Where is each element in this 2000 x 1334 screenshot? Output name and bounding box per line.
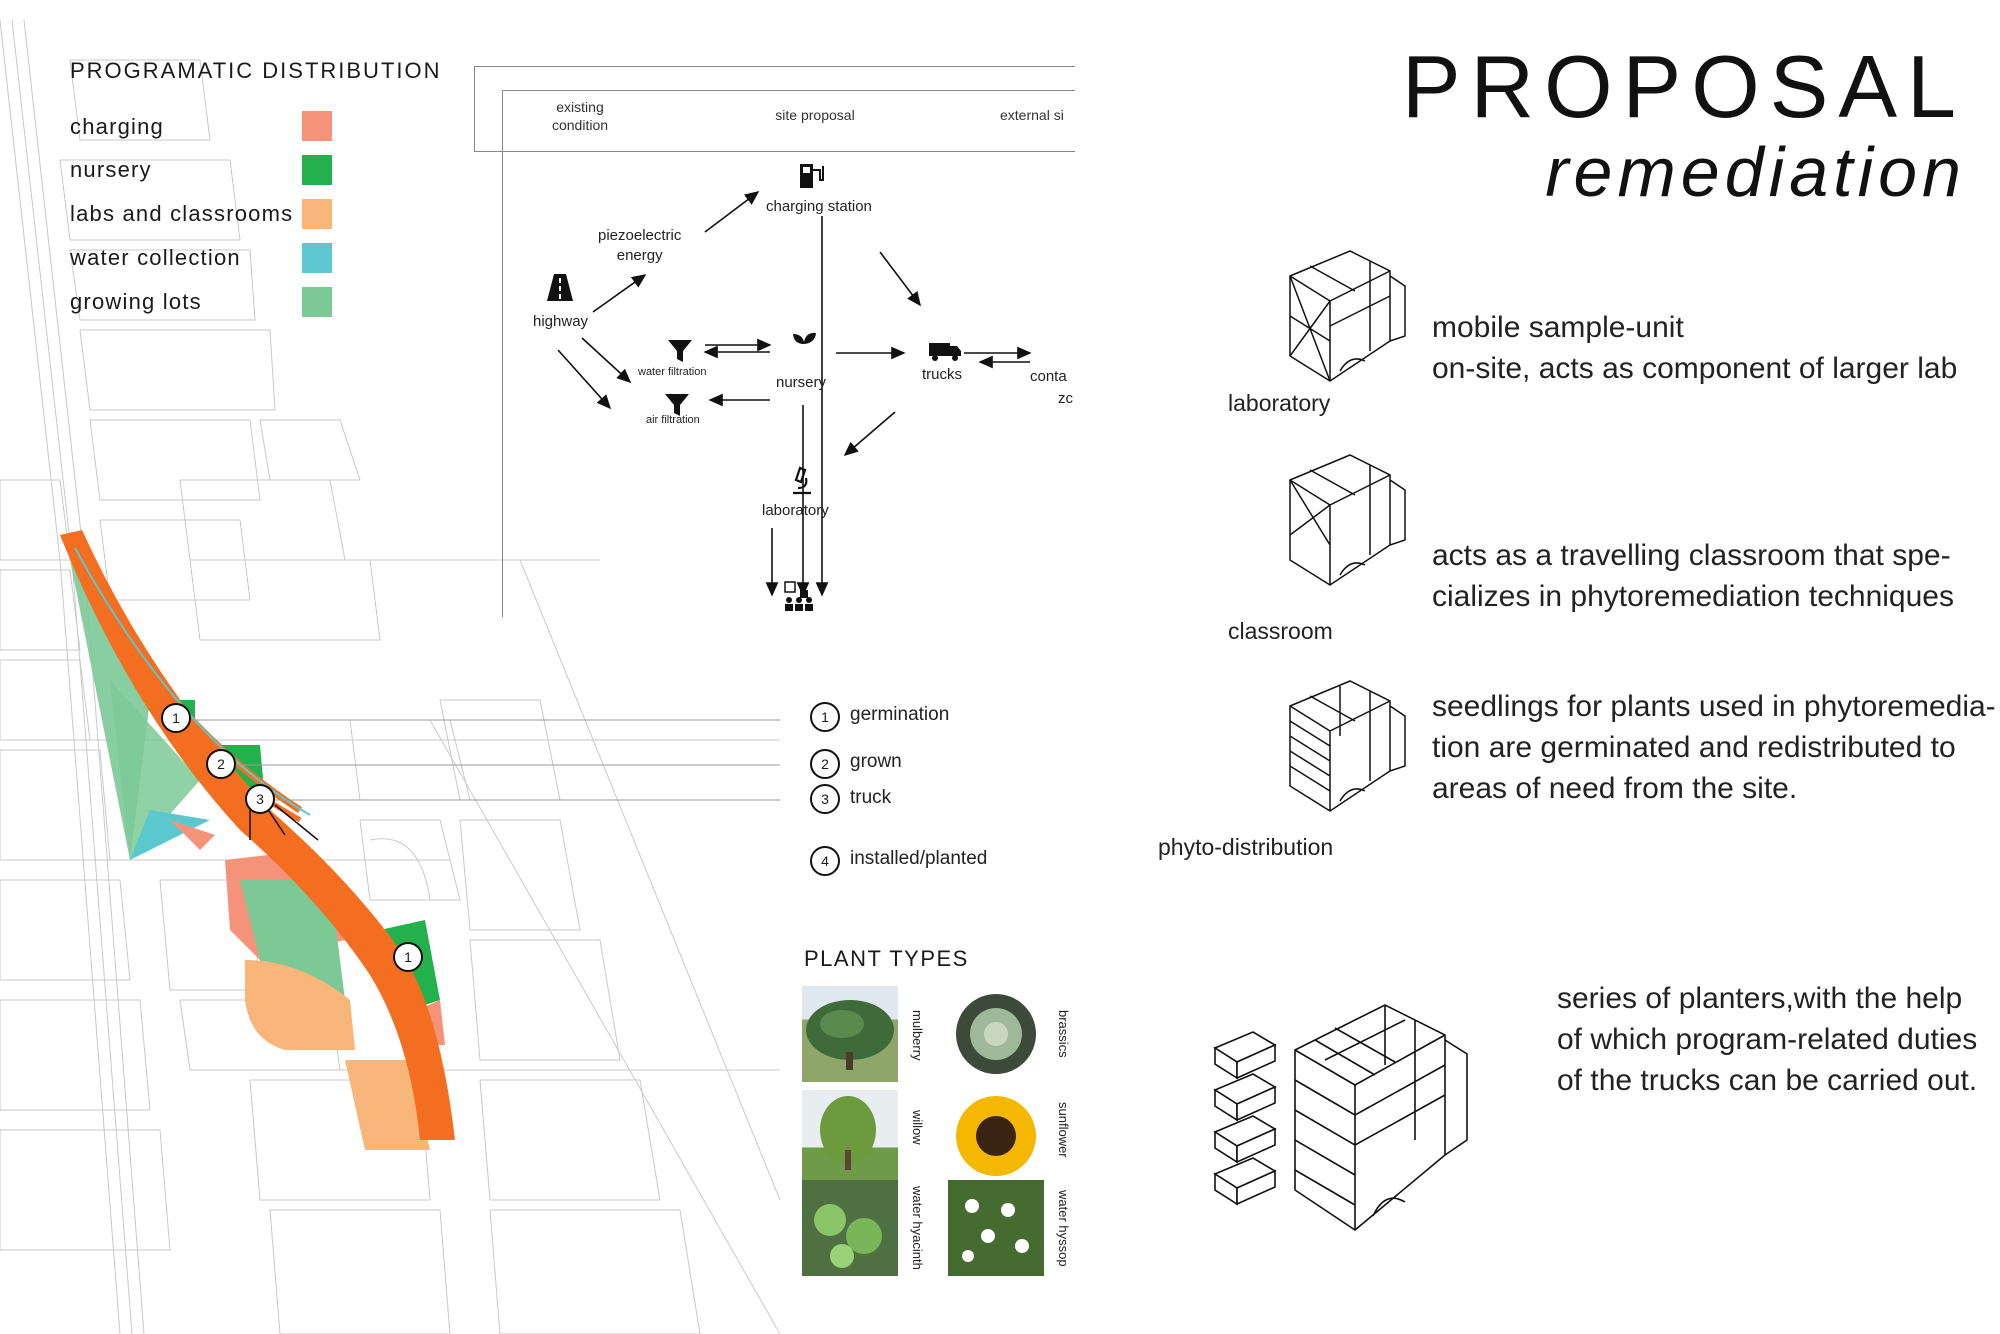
water-filtration-icon	[667, 338, 693, 364]
header-site-proposal: site proposal	[775, 107, 855, 123]
nursery-label: nursery	[776, 374, 827, 391]
highway-label: highway	[533, 313, 589, 330]
legend-swatch-growing	[302, 287, 332, 317]
phyto-desc-line-3: areas of need from the site.	[1432, 772, 1798, 805]
microscope-icon	[790, 466, 814, 496]
page-subtitle: remediation	[1545, 133, 1966, 211]
water-filtration-label: water filtration	[638, 366, 707, 378]
step-2-circle: 2	[810, 749, 840, 779]
plant-types-title: PLANT TYPES	[804, 946, 969, 971]
phyto-desc-line-1: seedlings for plants used in phytoremedia-	[1432, 690, 1996, 723]
legend-label-nursery: nursery	[70, 157, 152, 182]
legend-swatch-charging	[302, 111, 332, 141]
trucks-label: trucks	[922, 366, 963, 383]
header-existing-condition: existing condition	[551, 99, 609, 133]
map-marker-3: 3	[245, 784, 275, 814]
water-hyacinth-photo	[802, 1180, 898, 1276]
legend-swatch-labs	[302, 199, 332, 229]
step-2-label: grown	[850, 751, 902, 772]
laboratory-unit-label: laboratory	[1228, 390, 1331, 416]
truck-icon	[928, 340, 962, 364]
classroom-desc-line-1: acts as a travelling classroom that spe-	[1432, 539, 1951, 572]
classroom-unit-label: classroom	[1228, 618, 1333, 644]
step-1-label: germination	[850, 704, 950, 725]
willow-photo	[802, 1090, 898, 1186]
legend-title: PROGRAMATIC DISTRIBUTION	[70, 58, 442, 83]
step-3-circle: 3	[810, 784, 840, 814]
legend-label-labs: labs and classrooms	[70, 201, 294, 226]
willow-label: willow	[910, 1110, 925, 1145]
phyto-distribution-unit-label: phyto-distribution	[1158, 834, 1334, 860]
charging-station-icon	[798, 160, 826, 190]
map-marker-1: 1	[161, 703, 191, 733]
legend-label-charging: charging	[70, 114, 164, 139]
people-group-icon	[782, 580, 816, 614]
piezoelectric-label: piezoelectric energy	[598, 227, 682, 264]
water-hyssop-photo	[948, 1180, 1044, 1276]
brassica-label: brassics	[1056, 1010, 1071, 1058]
step-4-label: installed/planted	[850, 848, 988, 869]
mulberry-label: mulberry	[910, 1010, 925, 1061]
phyto-desc-line-2: tion are germinated and redistributed to	[1432, 731, 1956, 764]
map-marker-1b: 1	[393, 942, 423, 972]
page-title: PROPOSAL	[1401, 37, 1966, 136]
step-3-label: truck	[850, 787, 892, 808]
sunflower-label: sunflower	[1056, 1102, 1071, 1158]
legend-label-water: water collection	[70, 245, 241, 270]
charging-station-label: charging station	[766, 198, 872, 215]
legend-label-growing: growing lots	[70, 289, 202, 314]
contaminated-zone-label: conta	[1030, 368, 1067, 385]
planters-desc-line-1: series of planters,with the help	[1557, 982, 1963, 1015]
brassica-photo	[948, 986, 1044, 1082]
water-hyssop-label: water hyssop	[1056, 1190, 1071, 1267]
classroom-desc-line-2: cializes in phytoremediation techniques	[1432, 580, 1954, 613]
step-1-circle: 1	[810, 702, 840, 732]
laboratory-desc-line-2: on-site, acts as component of larger lab	[1432, 352, 1958, 385]
laboratory-desc-line-1: mobile sample-unit	[1432, 311, 1684, 344]
classroom-truck-drawing	[1280, 450, 1420, 595]
header-external-site: external si	[1000, 107, 1064, 123]
planters-exploded-drawing	[1205, 980, 1515, 1240]
map-marker-2: 2	[206, 749, 236, 779]
mulberry-photo	[802, 986, 898, 1082]
highway-icon	[546, 272, 574, 302]
phyto-distribution-truck-drawing	[1280, 676, 1420, 821]
nursery-seedling-icon	[790, 330, 818, 358]
planters-desc-line-2: of which program-related duties	[1557, 1023, 1978, 1056]
laboratory-truck-drawing	[1280, 246, 1420, 391]
legend-swatch-water	[302, 243, 332, 273]
planters-desc-line-3: of the trucks can be carried out.	[1557, 1064, 1978, 1097]
step-4-circle: 4	[810, 846, 840, 876]
water-hyacinth-label: water hyacinth	[910, 1186, 925, 1270]
legend-swatch-nursery	[302, 155, 332, 185]
laboratory-label: laboratory	[762, 502, 829, 519]
sunflower-photo	[948, 1090, 1044, 1186]
air-filtration-label: air filtration	[646, 414, 700, 426]
contaminated-zone-label-2: zc	[1058, 390, 1073, 407]
